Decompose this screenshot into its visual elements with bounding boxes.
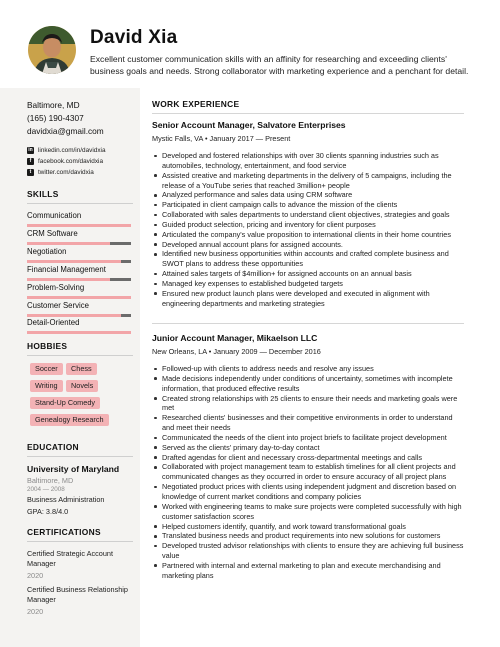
certification-year: 2020 (27, 571, 44, 580)
hobbies-title: HOBBIES (27, 341, 133, 356)
hobby-tag: Genealogy Research (30, 414, 109, 426)
job-bullet: Worked with engineering teams to make sure projects were completed successfully with high customer satisfaction scores (162, 502, 464, 522)
linkedin-link[interactable] (27, 145, 133, 156)
linkedin-url: linkedin.com/in/davidxia (38, 147, 106, 154)
contact-phone: (165) 190-4307 (27, 113, 84, 123)
skill-row (27, 210, 131, 221)
skill-level-bar (27, 331, 131, 334)
certifications-title: CERTIFICATIONS (27, 527, 133, 542)
hobby-tag: Chess (66, 363, 97, 375)
facebook-url: facebook.com/davidxia (38, 158, 104, 165)
job-divider (152, 323, 464, 324)
skills-title: SKILLS (27, 189, 133, 204)
job-title: Senior Account Manager, Salvatore Enterprises (152, 120, 346, 130)
job-bullet: Communicated the needs of the client into project briefs to facilitate project development (162, 433, 464, 443)
job-meta: Mystic Falls, VA • January 2017 — Present (152, 134, 291, 143)
experience-header (152, 99, 464, 113)
job-bullet: Partnered with internal and external marketing to plan and execute merchandising and marketing plans (162, 561, 464, 581)
education-section (27, 442, 133, 517)
job-bullet: Served as the clients' primary day-to-day contact (162, 443, 464, 453)
job-bullet: Drafted agendas for client and necessary cross-departmental meetings and calls (162, 453, 464, 463)
job-bullet: Collaborated with sales departments to understand client objectives, strategies and goals (162, 210, 464, 220)
hobby-tag: Stand-Up Comedy (30, 397, 100, 409)
skill-level-fill (27, 224, 131, 227)
job-bullet: Developed and fostered relationships with over 30 clients spanning industries such as automobiles, technology, entertainment, and food service (162, 151, 464, 171)
education-school: University of Maryland (27, 464, 120, 474)
social-links (27, 145, 133, 178)
skill-level-fill (27, 331, 131, 334)
education-location: Baltimore, MD (27, 476, 74, 485)
certification-name: Certified Strategic Account Manager (27, 549, 113, 568)
skill-row (27, 246, 131, 257)
skill-level-fill (27, 314, 121, 317)
contact-location: Baltimore, MD (27, 100, 80, 110)
skill-level-fill (27, 242, 110, 245)
job-bullet: Participated in client campaign calls to advance the mission of the clients (162, 200, 464, 210)
skill-row (27, 282, 131, 293)
profile-summary: Excellent customer communication skills with an affinity for researching and exceeding clients' business goals and needs. Strong collaborator with marketing experience and a penchant for detail. (90, 54, 469, 76)
skill-level-fill (27, 296, 131, 299)
job-bullet: Researched clients' businesses and their competitive environments in order to understand and meet their needs (162, 413, 464, 433)
twitter-icon: t (27, 169, 34, 176)
skill-level-bar (27, 296, 131, 299)
linkedin-icon: in (28, 147, 33, 153)
certification-year: 2020 (27, 607, 44, 616)
job-bullet: Attained sales targets of $4million+ for assigned accounts on an annual basis (162, 269, 464, 279)
skill-row (27, 228, 131, 239)
skill-row (27, 264, 131, 275)
resume-header (0, 0, 500, 88)
job-bullet: Negotiated product prices with clients using independent judgment and discretion based on knowledge of current market conditions and company policies (162, 482, 464, 502)
skill-level-fill (27, 260, 121, 263)
skill-level-bar (27, 260, 131, 263)
skill-row (27, 300, 131, 311)
job-bullet: Ensured new product launch plans were developed and executed in alignment with engineering departments and marketing strategies (162, 289, 464, 309)
skill-name: Communication (27, 211, 82, 220)
job-bullet: Managed key expenses to established budgeted targets (162, 279, 464, 289)
twitter-url: twitter.com/davidxia (38, 169, 94, 176)
skill-level-fill (27, 278, 110, 281)
skill-name: Customer Service (27, 300, 89, 310)
job-bullet: Analyzed performance and sales data using CRM software (162, 190, 464, 200)
skill-level-bar (27, 278, 131, 281)
hobby-tag: Writing (30, 380, 63, 392)
hobby-tag: Soccer (30, 363, 63, 375)
candidate-name: David Xia (90, 27, 178, 48)
job-bullet: Made decisions independently under conditions of uncertainty, sometimes with incomplete information, that produced effective results (162, 374, 464, 394)
skill-name: Problem-Solving (27, 282, 85, 292)
facebook-icon: f (27, 158, 34, 165)
job-bullets (152, 364, 464, 581)
experience-divider (152, 113, 464, 114)
skill-row (27, 317, 131, 328)
job-entry (152, 333, 464, 581)
job-bullet: Translated business needs and product requirements into new solutions for customers (162, 531, 464, 541)
education-years: 2004 — 2008 (27, 486, 65, 493)
job-bullet: Created strong relationships with 25 clients to ensure their needs and marketing goals were met (162, 394, 464, 414)
facebook-link[interactable] (27, 156, 133, 167)
contact-section (27, 99, 133, 138)
job-bullet: Helped customers identify, quantify, and work toward transformational goals (162, 522, 464, 532)
twitter-link[interactable] (27, 167, 133, 178)
job-bullet: Followed-up with clients to address needs and resolve any issues (162, 364, 464, 374)
skill-name: Negotiation (27, 246, 67, 256)
job-bullet: Identified new business opportunities within accounts and crafted complete business and SWOT plans to address these opportunities (162, 249, 464, 269)
skill-name: Detail-Oriented (27, 318, 80, 328)
job-bullet: Developed annual account plans for assigned accounts. (162, 240, 464, 250)
job-bullet: Guided product selection, pricing and inventory for client purposes (162, 220, 464, 230)
education-gpa: GPA: 3.8/4.0 (27, 507, 69, 516)
skill-level-bar (27, 242, 131, 245)
hobby-tag: Novels (66, 380, 98, 392)
job-entry (152, 120, 464, 309)
skills-header (27, 189, 133, 204)
certification-name: Certified Business Relationship Manager (27, 585, 128, 604)
certifications-section (27, 527, 133, 616)
skill-name: CRM Software (27, 228, 78, 238)
contact-email[interactable]: davidxia@gmail.com (27, 126, 104, 136)
job-bullet: Developed trusted advisor relationships with clients to ensure they are achieving full business value (162, 541, 464, 561)
hobbies-header (27, 341, 133, 356)
job-meta: New Orleans, LA • January 2009 — December 2016 (152, 347, 321, 356)
experience-title: WORK EXPERIENCE (152, 99, 240, 109)
avatar-illustration (28, 26, 76, 74)
skill-name: Financial Management (27, 264, 106, 274)
job-bullet: Collaborated with project management team to establish timelines for all client projects and communicated changes as they occurred in order to ensure accuracy of all project plans (162, 462, 464, 482)
job-title: Junior Account Manager, Mikaelson LLC (152, 333, 318, 343)
skill-level-bar (27, 314, 131, 317)
job-bullet: Assisted creative and marketing departments in the delivery of 5 campaigns, including the release of a YouTube series that reached 3million+ people (162, 171, 464, 191)
profile-photo (28, 26, 76, 74)
education-title: EDUCATION (27, 442, 133, 457)
job-bullets (152, 151, 464, 309)
education-degree: Business Administration (27, 495, 105, 504)
skill-level-bar (27, 224, 131, 227)
job-bullet: Articulated the company's value proposition to international clients in their home countries (162, 230, 464, 240)
